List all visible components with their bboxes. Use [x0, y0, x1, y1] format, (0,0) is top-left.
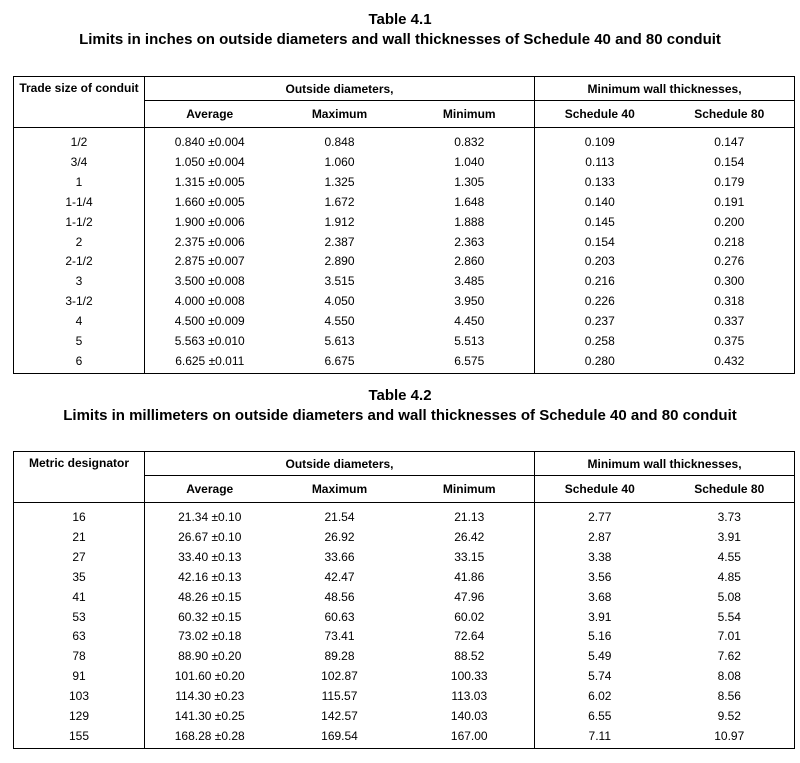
cell-schedule-80: 0.432 [714, 353, 745, 368]
header-min-wall-thickness: Minimum wall thicknesses, [535, 452, 795, 476]
cell-maximum: 4.050 [324, 294, 355, 309]
cell-schedule-80: 0.154 [714, 154, 745, 169]
cell-schedule-80: 0.318 [714, 294, 745, 309]
cell-schedule-80: 3.73 [717, 510, 741, 524]
table-row [14, 647, 795, 667]
table-row [14, 687, 795, 707]
table-row [14, 213, 795, 233]
cell-maximum: 1.325 [324, 174, 355, 189]
cell-maximum: 102.87 [321, 669, 358, 684]
cell-schedule-40: 0.154 [584, 234, 615, 249]
header-average: Average [145, 476, 275, 503]
header-min-wall-thickness: Minimum wall thicknesses, [535, 77, 795, 101]
cell-minimum: 1.305 [405, 173, 535, 193]
header-outside-diameters: Outside diameters, [145, 77, 535, 101]
table-4-2-number: Table 4.2 [368, 387, 432, 404]
table-4-1-number: Table 4.1 [368, 11, 432, 28]
cell-schedule-80: 0.276 [714, 254, 745, 269]
header-metric-designator: Metric designator [14, 452, 145, 503]
cell-maximum: 42.47 [324, 569, 355, 584]
cell-minimum: 33.15 [405, 548, 535, 568]
table-4-2 [13, 451, 795, 749]
table-row [14, 727, 795, 748]
cell-schedule-80: 0.337 [714, 314, 745, 329]
cell-schedule-80: 5.54 [717, 609, 741, 624]
table-row [14, 352, 795, 373]
cell-schedule-40: 6.55 [588, 709, 612, 724]
table-row [14, 627, 795, 647]
header-outside-diameters: Outside diameters, [145, 452, 535, 476]
cell-maximum: 21.54 [324, 510, 355, 524]
cell-minimum: 26.42 [405, 528, 535, 548]
cell-average: 42.16 ±0.13 [178, 569, 242, 584]
cell-maximum: 89.28 [324, 649, 355, 664]
cell-average: 168.28 ±0.28 [174, 728, 245, 743]
table-row [14, 252, 795, 272]
cell-size: 1 [14, 173, 145, 193]
cell-schedule-80: 0.200 [714, 214, 745, 229]
cell-schedule-40: 2.77 [588, 510, 612, 524]
cell-maximum: 1.060 [324, 154, 355, 169]
cell-schedule-40: 3.38 [588, 549, 612, 564]
cell-minimum: 60.02 [405, 608, 535, 628]
cell-minimum: 113.03 [405, 687, 535, 707]
table-row [14, 503, 795, 528]
cell-average: 26.67 ±0.10 [178, 529, 242, 544]
cell-minimum: 2.363 [405, 233, 535, 253]
cell-schedule-40: 7.11 [588, 728, 611, 743]
cell-schedule-80: 8.56 [717, 689, 741, 704]
table-4-2-caption [0, 386, 800, 426]
cell-maximum: 6.675 [324, 353, 355, 368]
table-row [14, 667, 795, 687]
cell-maximum: 115.57 [321, 689, 358, 704]
cell-size: 27 [14, 548, 145, 568]
header-maximum: Maximum [275, 476, 405, 503]
cell-size: 155 [14, 727, 145, 748]
table-4-1-title: Limits in inches on outside diameters and wall thicknesses of Schedule 40 and 80 conduit [79, 31, 721, 48]
table-row [14, 193, 795, 213]
cell-schedule-40: 0.258 [584, 334, 615, 349]
cell-average: 60.32 ±0.15 [178, 609, 242, 624]
cell-average: 1.050 ±0.004 [174, 154, 245, 169]
cell-size: 35 [14, 568, 145, 588]
table-row [14, 332, 795, 352]
cell-average: 1.900 ±0.006 [174, 214, 245, 229]
header-trade-size: Trade size of conduit [14, 77, 145, 128]
cell-schedule-80: 5.08 [717, 589, 741, 604]
cell-size: 2-1/2 [14, 252, 145, 272]
cell-schedule-40: 5.16 [588, 629, 612, 644]
cell-schedule-80: 8.08 [717, 669, 741, 684]
cell-schedule-40: 0.109 [584, 135, 615, 149]
cell-minimum: 3.485 [405, 272, 535, 292]
cell-schedule-40: 0.113 [585, 154, 615, 169]
cell-minimum: 1.648 [405, 193, 535, 213]
cell-minimum: 167.00 [405, 727, 535, 748]
table-4-2-title: Limits in millimeters on outside diameters and wall thicknesses of Schedule 40 and 80 conduit [63, 407, 737, 424]
header-average: Average [145, 101, 275, 128]
cell-schedule-40: 0.133 [584, 174, 615, 189]
cell-size: 3 [14, 272, 145, 292]
cell-average: 2.875 ±0.007 [174, 254, 245, 269]
cell-maximum: 4.550 [324, 314, 355, 329]
cell-schedule-80: 4.55 [717, 549, 741, 564]
cell-average: 4.000 ±0.008 [174, 294, 245, 309]
header-schedule-40: Schedule 40 [535, 476, 665, 503]
header-maximum: Maximum [275, 101, 405, 128]
cell-schedule-80: 0.218 [714, 234, 745, 249]
cell-size: 53 [14, 608, 145, 628]
cell-maximum: 1.672 [324, 194, 355, 209]
cell-maximum: 26.92 [324, 529, 355, 544]
cell-average: 4.500 ±0.009 [174, 314, 245, 329]
cell-size: 78 [14, 647, 145, 667]
header-minimum: Minimum [405, 101, 535, 128]
cell-minimum: 41.86 [405, 568, 535, 588]
cell-average: 1.315 ±0.005 [174, 174, 245, 189]
cell-schedule-40: 0.203 [584, 254, 615, 269]
cell-maximum: 1.912 [324, 214, 355, 229]
cell-size: 6 [14, 352, 145, 373]
table-row [14, 588, 795, 608]
cell-size: 3-1/2 [14, 292, 145, 312]
cell-schedule-40: 2.87 [588, 529, 612, 544]
cell-schedule-80: 0.147 [714, 135, 745, 149]
cell-size: 103 [14, 687, 145, 707]
table-row [14, 608, 795, 628]
cell-schedule-80: 4.85 [717, 569, 741, 584]
cell-maximum: 169.54 [321, 728, 358, 743]
cell-average: 3.500 ±0.008 [174, 274, 245, 289]
cell-minimum: 2.860 [405, 252, 535, 272]
cell-minimum: 100.33 [405, 667, 535, 687]
cell-size: 1-1/2 [14, 213, 145, 233]
cell-schedule-40: 0.226 [584, 294, 615, 309]
cell-schedule-40: 0.145 [584, 214, 615, 229]
cell-schedule-80: 0.300 [714, 274, 745, 289]
cell-schedule-80: 9.52 [717, 709, 741, 724]
table-row [14, 233, 795, 253]
cell-minimum: 3.950 [405, 292, 535, 312]
cell-minimum: 72.64 [405, 627, 535, 647]
cell-schedule-40: 3.68 [588, 589, 612, 604]
cell-average: 141.30 ±0.25 [174, 709, 245, 724]
cell-schedule-40: 5.74 [588, 669, 612, 684]
cell-average: 5.563 ±0.010 [174, 334, 245, 349]
table-row [14, 292, 795, 312]
cell-maximum: 48.56 [324, 589, 355, 604]
cell-minimum: 1.888 [405, 213, 535, 233]
cell-minimum: 88.52 [405, 647, 535, 667]
cell-average: 33.40 ±0.13 [178, 549, 242, 564]
cell-average: 114.30 ±0.23 [175, 689, 245, 704]
cell-size: 21 [14, 528, 145, 548]
table-row [14, 153, 795, 173]
cell-minimum: 6.575 [405, 352, 535, 373]
cell-average: 73.02 ±0.18 [178, 629, 242, 644]
cell-schedule-80: 0.375 [714, 334, 745, 349]
cell-minimum: 4.450 [405, 312, 535, 332]
header-minimum: Minimum [405, 476, 535, 503]
cell-size: 16 [14, 503, 145, 528]
cell-minimum: 47.96 [405, 588, 535, 608]
cell-schedule-40: 0.216 [584, 274, 615, 289]
table-4-1-body [14, 128, 795, 374]
cell-schedule-40: 0.237 [584, 314, 615, 329]
header-schedule-80: Schedule 80 [665, 476, 795, 503]
cell-size: 129 [14, 707, 145, 727]
cell-schedule-40: 0.140 [584, 194, 615, 209]
cell-maximum: 5.613 [324, 334, 355, 349]
header-schedule-40: Schedule 40 [535, 101, 665, 128]
cell-schedule-80: 7.01 [717, 629, 741, 644]
cell-schedule-40: 0.280 [584, 353, 615, 368]
cell-size: 91 [14, 667, 145, 687]
cell-schedule-40: 3.91 [588, 609, 612, 624]
cell-average: 6.625 ±0.011 [175, 353, 245, 368]
table-row [14, 128, 795, 153]
table-4-1 [13, 76, 795, 374]
cell-schedule-80: 0.191 [714, 194, 745, 209]
table-4-1-caption [0, 10, 800, 50]
cell-size: 1-1/4 [14, 193, 145, 213]
cell-average: 0.840 ±0.004 [174, 135, 245, 149]
cell-minimum: 140.03 [405, 707, 535, 727]
cell-size: 1/2 [14, 128, 145, 153]
cell-maximum: 2.387 [324, 234, 355, 249]
cell-size: 41 [14, 588, 145, 608]
cell-average: 88.90 ±0.20 [178, 649, 242, 664]
cell-minimum: 5.513 [405, 332, 535, 352]
table-4-2-body [14, 503, 795, 749]
cell-minimum: 1.040 [405, 153, 535, 173]
cell-size: 63 [14, 627, 145, 647]
cell-size: 2 [14, 233, 145, 253]
table-row [14, 548, 795, 568]
cell-schedule-80: 0.179 [714, 174, 745, 189]
cell-minimum: 0.832 [405, 128, 535, 153]
table-row [14, 272, 795, 292]
cell-maximum: 73.41 [324, 629, 355, 644]
cell-schedule-80: 10.97 [714, 728, 745, 743]
cell-average: 21.34 ±0.10 [178, 510, 242, 524]
cell-size: 4 [14, 312, 145, 332]
cell-schedule-40: 3.56 [588, 569, 612, 584]
cell-average: 2.375 ±0.006 [174, 234, 245, 249]
cell-maximum: 0.848 [324, 135, 355, 149]
cell-maximum: 60.63 [324, 609, 355, 624]
table-row [14, 312, 795, 332]
cell-schedule-80: 7.62 [717, 649, 741, 664]
cell-size: 5 [14, 332, 145, 352]
cell-average: 1.660 ±0.005 [174, 194, 245, 209]
cell-average: 101.60 ±0.20 [174, 669, 245, 684]
header-schedule-80: Schedule 80 [665, 101, 795, 128]
cell-schedule-40: 5.49 [588, 649, 612, 664]
cell-maximum: 2.890 [324, 254, 355, 269]
cell-schedule-80: 3.91 [717, 529, 741, 544]
cell-maximum: 33.66 [324, 549, 355, 564]
table-row [14, 568, 795, 588]
cell-minimum: 21.13 [405, 503, 535, 528]
cell-average: 48.26 ±0.15 [178, 589, 242, 604]
table-row [14, 528, 795, 548]
cell-size: 3/4 [14, 153, 145, 173]
table-row [14, 707, 795, 727]
cell-maximum: 142.57 [321, 709, 358, 724]
table-row [14, 173, 795, 193]
cell-maximum: 3.515 [324, 274, 355, 289]
cell-schedule-40: 6.02 [588, 689, 612, 704]
